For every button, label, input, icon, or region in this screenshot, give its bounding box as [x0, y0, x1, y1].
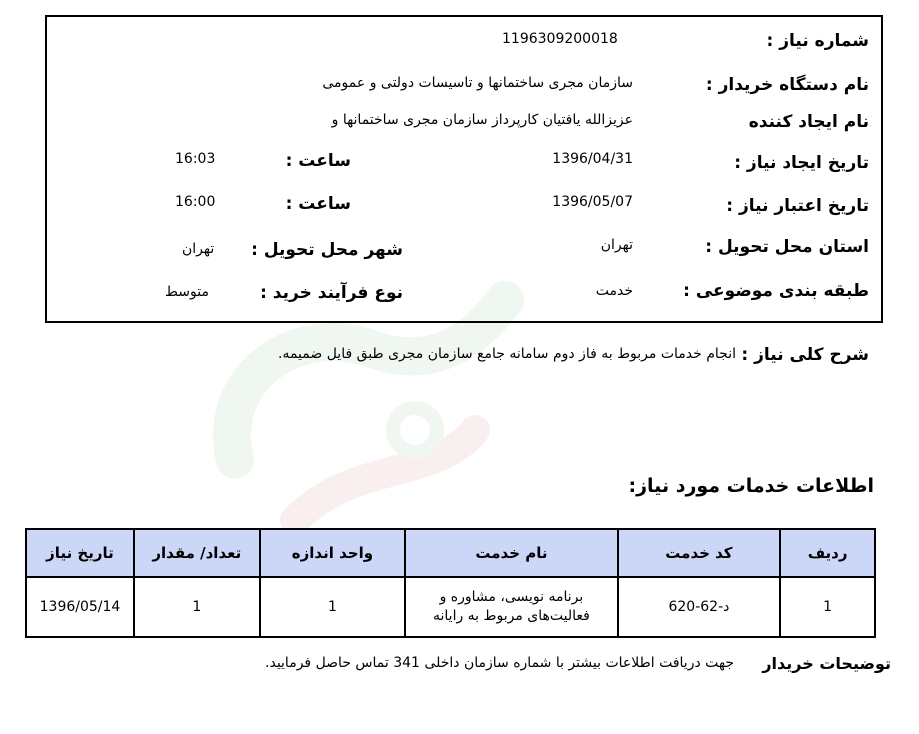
column-header-service-code: کد خدمت	[618, 529, 781, 577]
delivery-city-label: شهر محل تحویل :	[251, 240, 403, 260]
cell-need-date: 1396/05/14	[26, 577, 134, 637]
delivery-city-value: تهران	[182, 241, 215, 257]
column-header-quantity: تعداد/ مقدار	[134, 529, 260, 577]
creator-label: نام ایجاد کننده	[748, 112, 869, 132]
valid-time-label: ساعت :	[285, 194, 351, 214]
cell-unit: 1	[260, 577, 406, 637]
cell-service-code: د-62-620	[618, 577, 781, 637]
services-section-title: اطلاعات خدمات مورد نیاز:	[628, 475, 874, 497]
buyer-org-label: نام دستگاه خریدار :	[705, 75, 869, 95]
column-header-row-number: ردیف	[780, 529, 875, 577]
service-name-line-2: فعالیت‌های مربوط به رایانه	[433, 608, 590, 624]
valid-time-value: 16:00	[175, 194, 216, 210]
purchase-process-value: متوسط	[165, 284, 209, 300]
column-header-service-name: نام خدمت	[405, 529, 617, 577]
need-number-label: شماره نیاز :	[766, 31, 869, 51]
description-label: شرح کلی نیاز :	[741, 345, 869, 365]
buyer-org-value: سازمان مجری ساختمانها و تاسیسات دولتی و عمومی	[322, 75, 633, 91]
created-date-value: 1396/04/31	[552, 151, 633, 167]
need-info-box	[45, 15, 883, 323]
created-date-label: تاریخ ایجاد نیاز :	[734, 153, 869, 173]
column-header-need-date: تاریخ نیاز	[26, 529, 134, 577]
column-header-unit: واحد اندازه	[260, 529, 406, 577]
purchase-process-label: نوع فرآیند خرید :	[260, 283, 403, 303]
cell-row-number: 1	[780, 577, 875, 637]
buyer-notes-value: جهت دریافت اطلاعات بیشتر با شماره سازمان داخلی 341 تماس حاصل فرمایید.	[265, 655, 734, 671]
valid-date-label: تاریخ اعتبار نیاز :	[726, 196, 869, 216]
services-header-row	[26, 529, 875, 577]
creator-value: عزیزالله یافتیان کارپرداز سازمان مجری ساختمانها و	[331, 112, 633, 128]
created-time-value: 16:03	[175, 151, 216, 167]
created-time-label: ساعت :	[285, 151, 351, 171]
category-label: طبقه بندی موضوعی :	[683, 281, 869, 301]
delivery-province-value: تهران	[600, 237, 633, 253]
need-number-value: 1196309200018	[502, 31, 618, 47]
valid-date-value: 1396/05/07	[552, 194, 633, 210]
cell-quantity: 1	[134, 577, 260, 637]
category-value: خدمت	[595, 283, 633, 299]
buyer-notes-label: توضیحات خریدار	[762, 654, 891, 673]
delivery-province-label: استان محل تحویل :	[705, 237, 869, 257]
services-table	[25, 528, 876, 638]
cell-service-name	[405, 577, 617, 637]
description-value: انجام خدمات مربوط به فاز دوم سامانه جامع سازمان مجری طبق فایل ضمیمه.	[277, 346, 736, 362]
table-row	[26, 577, 875, 637]
service-name-line-1: برنامه نویسی، مشاوره و	[439, 589, 584, 605]
